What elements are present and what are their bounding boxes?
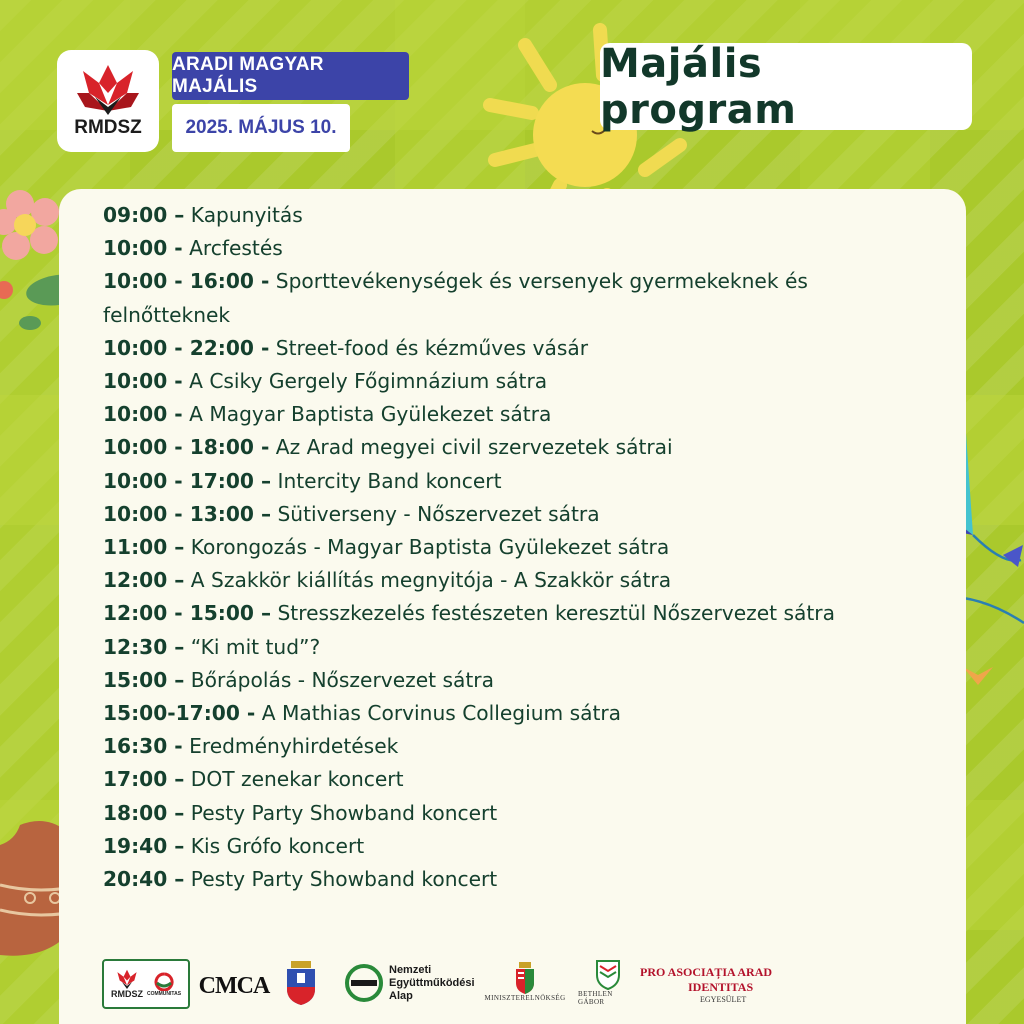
communitas-icon	[151, 971, 177, 991]
schedule-item	[103, 797, 863, 830]
schedule-time: 12:00 - 15:00 –	[103, 601, 272, 626]
schedule-text: Kis Grófo koncert	[184, 833, 365, 858]
nea-logo	[345, 961, 495, 1005]
schedule-text: A Mathias Corvinus Collegium sátra	[255, 701, 622, 726]
schedule-time: 12:30 –	[103, 634, 185, 659]
schedule-item	[103, 631, 863, 664]
schedule-item	[103, 830, 863, 863]
schedule-text: “Ki mit tud”?	[184, 634, 321, 659]
event-date: 2025. MÁJUS 10.	[172, 104, 350, 152]
schedule-item	[103, 431, 863, 464]
event-title: ARADI MAGYAR MAJÁLIS	[172, 52, 409, 100]
schedule-item	[103, 763, 863, 796]
schedule-time: 10:00 - 13:00 –	[103, 501, 272, 526]
schedule-text: A Szakkör kiállítás megnyitója - A Szakkör sátra	[184, 568, 672, 593]
rmdsz-communitas-logo	[102, 959, 190, 1009]
schedule-text: Intercity Band koncert	[271, 468, 502, 493]
schedule-list	[103, 199, 863, 896]
schedule-text: Pesty Party Showband koncert	[184, 867, 498, 892]
schedule-text: Eredményhirdetések	[182, 734, 399, 759]
hungarian-crest-icon	[515, 962, 535, 994]
schedule-text: Pesty Party Showband koncert	[184, 800, 498, 825]
schedule-time: 10:00 - 22:00 -	[103, 335, 270, 360]
ministry-logo	[485, 955, 565, 1009]
schedule-time: 10:00 -	[103, 236, 183, 261]
schedule-item	[103, 265, 863, 331]
schedule-item	[103, 697, 863, 730]
schedule-text: A Csiky Gergely Főgimnázium sátra	[182, 369, 548, 394]
schedule-time: 15:00 –	[103, 667, 185, 692]
schedule-time: 10:00 - 17:00 –	[103, 468, 272, 493]
communitas-text: COMMUNITAS	[146, 991, 182, 997]
ministry-text: MINISZTERELNÖKSÉG	[484, 994, 566, 1002]
schedule-item	[103, 465, 863, 498]
schedule-text: Sporttevékenységek és versenyek gyermekeknek és felnőtteknek	[103, 269, 808, 327]
arad-crest-logo	[285, 959, 317, 1007]
schedule-item	[103, 664, 863, 697]
schedule-item	[103, 597, 863, 630]
rmdsz-logo	[57, 50, 159, 152]
schedule-time: 15:00-17:00 -	[103, 701, 256, 726]
bethlen-text: BETHLEN GÁBOR	[578, 990, 613, 1006]
pro-identitas-logo	[640, 963, 780, 1005]
schedule-item	[103, 863, 863, 896]
schedule-text: Az Arad megyei civil szervezetek sátrai	[269, 435, 673, 460]
schedule-time: 12:00 –	[103, 568, 185, 593]
bethlen-gabor-logo	[578, 957, 638, 1009]
schedule-text: Korongozás - Magyar Baptista Gyülekezet sátra	[184, 535, 670, 560]
schedule-time: 10:00 -	[103, 402, 183, 427]
nea-line: Alap	[389, 989, 413, 1002]
schedule-item	[103, 332, 863, 365]
schedule-item	[103, 564, 863, 597]
schedule-time: 10:00 - 18:00 -	[103, 435, 270, 460]
schedule-time: 20:40 –	[103, 867, 185, 892]
schedule-text: Arcfestés	[182, 236, 283, 261]
crest-icon	[285, 961, 317, 1005]
rmdsz-text: RMDSZ	[110, 989, 143, 999]
schedule-text: Street-food és kézműves vásár	[269, 335, 589, 360]
schedule-item	[103, 199, 863, 232]
schedule-time: 16:30 -	[103, 734, 183, 759]
schedule-text: DOT zenekar koncert	[184, 767, 404, 792]
pro-line: IDENTITAS	[688, 979, 754, 994]
schedule-item	[103, 232, 863, 265]
tulip-icon	[112, 969, 142, 989]
nea-line: Együttműködési	[389, 976, 475, 989]
schedule-text: Kapunyitás	[184, 203, 303, 227]
pro-line: PRO ASOCIAȚIA ARAD	[640, 964, 773, 979]
schedule-item	[103, 365, 863, 398]
schedule-time: 11:00 –	[103, 535, 185, 560]
schedule-item	[103, 398, 863, 431]
page-title: Majális program	[600, 40, 797, 133]
schedule-text: Sütiverseny - Nőszervezet sátra	[271, 501, 600, 526]
schedule-text: Stresszkezelés festészeten keresztül Nőszervezet sátra	[271, 601, 835, 626]
schedule-text: A Magyar Baptista Gyülekezet sátra	[182, 402, 552, 427]
pro-line: EGYESÜLET	[700, 994, 747, 1004]
tulip-icon	[75, 63, 141, 115]
schedule-item	[103, 730, 863, 763]
schedule-text: Bőrápolás - Nőszervezet sátra	[184, 667, 494, 692]
nea-line: Nemzeti	[389, 963, 432, 976]
sponsor-logos	[100, 955, 820, 1015]
schedule-time: 18:00 –	[103, 800, 185, 825]
schedule-time: 10:00 - 16:00 -	[103, 269, 270, 294]
schedule-time: 17:00 –	[103, 767, 185, 792]
bethlen-shield-icon	[596, 960, 620, 990]
schedule-item	[103, 531, 863, 564]
cmca-text: CMCA	[198, 972, 270, 999]
logo-text: RMDSZ	[74, 117, 142, 138]
schedule-item	[103, 498, 863, 531]
program-title-box	[600, 40, 972, 133]
schedule-time: 19:40 –	[103, 833, 185, 858]
nea-icon	[345, 964, 383, 1002]
cmca-logo	[198, 963, 270, 1009]
schedule-time: 10:00 -	[103, 369, 183, 394]
schedule-time: 09:00 –	[103, 203, 185, 227]
